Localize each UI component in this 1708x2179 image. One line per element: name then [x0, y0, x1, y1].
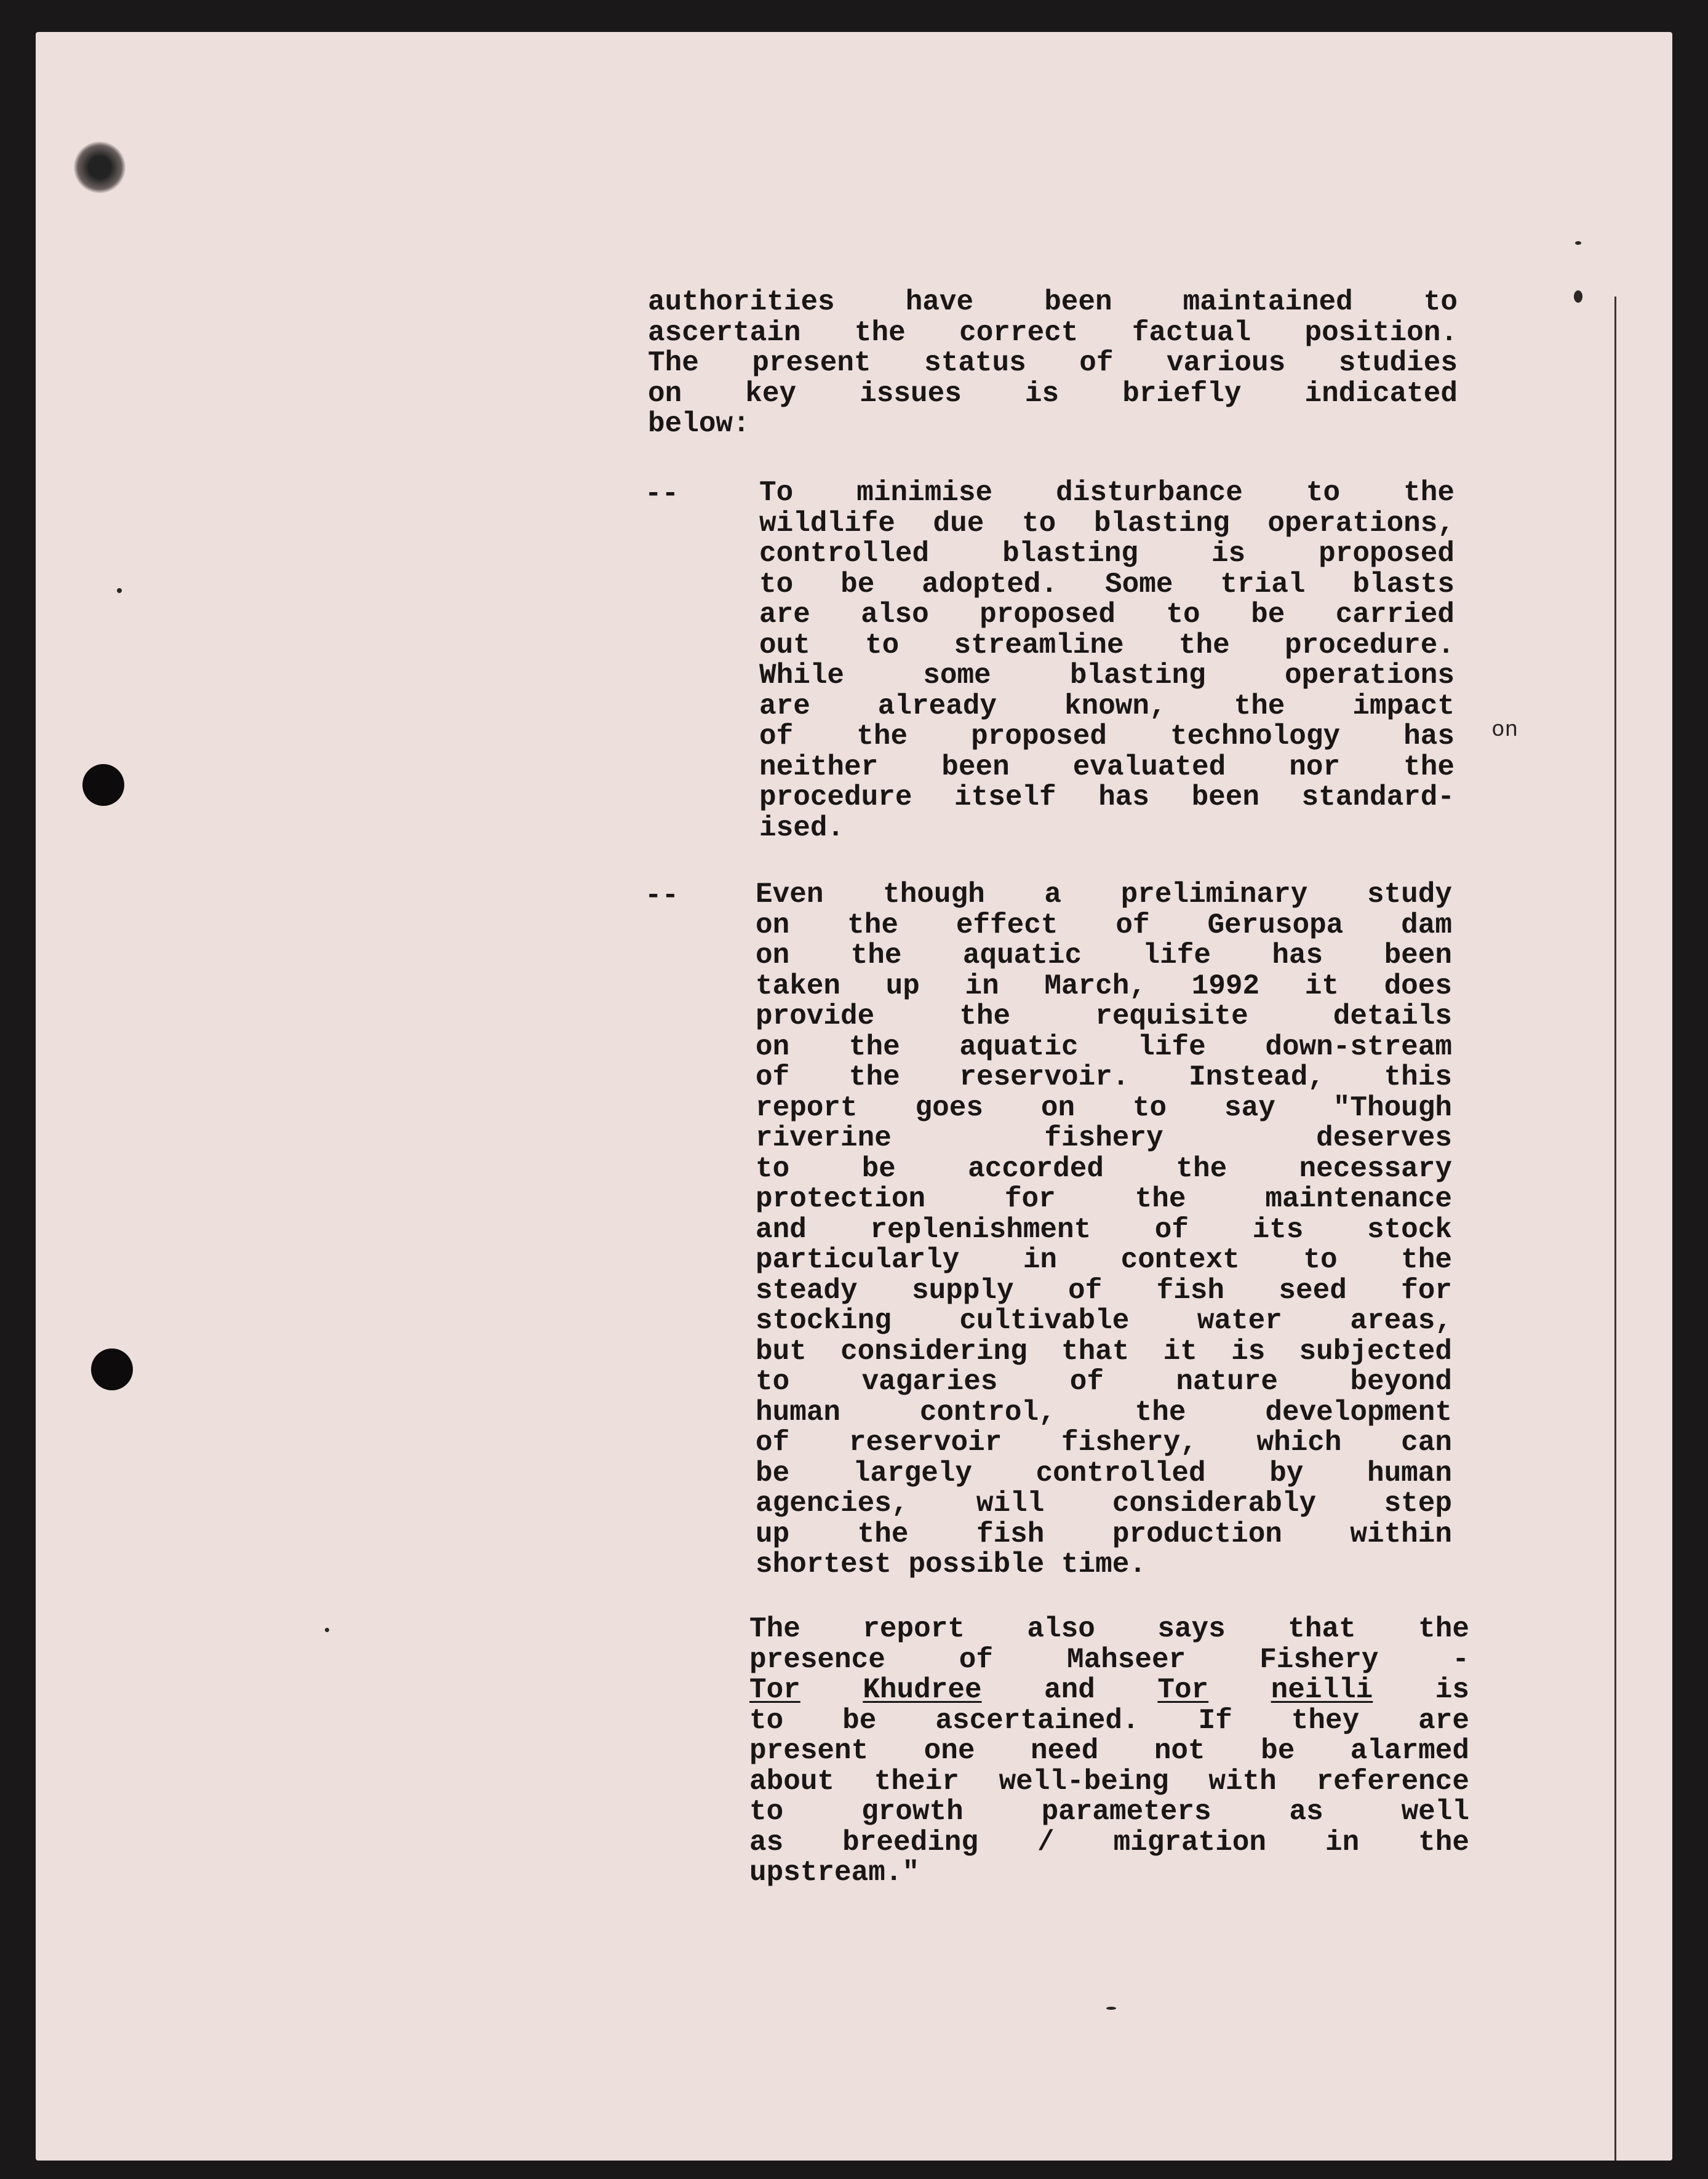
- bullet-line: controlled blasting is proposed: [759, 538, 1455, 570]
- margin-rule: [1614, 297, 1616, 2161]
- closing-line: as breeding / migration in the: [749, 1826, 1469, 1858]
- bullet-line: riverine fishery deserves: [756, 1122, 1452, 1154]
- bullet-line: particularly in context to the: [756, 1244, 1452, 1276]
- document-page: [36, 32, 1672, 2161]
- closing-line: about their well-being with reference: [749, 1765, 1469, 1798]
- scan-speck: [1575, 241, 1581, 245]
- closing-line: upstream.": [749, 1857, 920, 1889]
- bullet-line: To minimise disturbance to the: [759, 477, 1455, 509]
- intro-line: on key issues is briefly indicated: [648, 377, 1458, 410]
- species-name: Tor: [1157, 1674, 1209, 1706]
- bullet-marker: --: [645, 880, 679, 912]
- bullet-paragraph: [756, 880, 1452, 1580]
- bullet-line: human control, the development: [756, 1396, 1452, 1428]
- closing-paragraph: [749, 1614, 1469, 1889]
- bullet-line: report goes on to say "Though: [756, 1091, 1452, 1124]
- bullet-line: to vagaries of nature beyond: [756, 1366, 1452, 1398]
- bullet-line: taken up in March, 1992 it does: [756, 970, 1452, 1002]
- bullet-line: but considering that it is subjected: [756, 1335, 1452, 1368]
- species-joiner: and: [1044, 1674, 1095, 1706]
- bullet-line: to be accorded the necessary: [756, 1152, 1452, 1185]
- punch-hole-middle: [82, 764, 124, 806]
- bullet-line: neither been evaluated nor the: [759, 751, 1455, 783]
- bullet-line: stocking cultivable water areas,: [756, 1305, 1452, 1337]
- bullet-paragraph: [759, 478, 1455, 843]
- punch-hole-top: [74, 141, 126, 193]
- closing-line: present one need not be alarmed: [749, 1735, 1469, 1767]
- intro-line: ascertain the correct factual position.: [648, 316, 1458, 349]
- intro-paragraph: [648, 287, 1458, 440]
- bullet-line: shortest possible time.: [756, 1548, 1146, 1580]
- bullet-line: out to streamline the procedure.: [759, 629, 1455, 661]
- species-name: neilli: [1271, 1674, 1373, 1706]
- bullet-line: protection for the maintenance: [756, 1183, 1452, 1215]
- intro-line: authorities have been maintained to: [648, 286, 1458, 318]
- bullet-line: are also proposed to be carried: [759, 599, 1455, 631]
- margin-annotation: on: [1491, 717, 1518, 743]
- species-name: Tor: [749, 1674, 800, 1706]
- closing-line: to be ascertained. If they are: [749, 1704, 1469, 1737]
- bullet-line: procedure itself has been standard-: [759, 781, 1455, 813]
- closing-line: to growth parameters as well: [749, 1796, 1469, 1828]
- species-line: [749, 1675, 1469, 1706]
- bullet-line: on the aquatic life has been: [756, 939, 1452, 971]
- intro-line: below:: [648, 408, 750, 440]
- bullet-line: up the fish production within: [756, 1518, 1452, 1550]
- scan-speck: [1574, 290, 1582, 303]
- scan-speck: [117, 588, 122, 593]
- closing-line: presence of Mahseer Fishery -: [749, 1643, 1469, 1676]
- scan-speck: [325, 1628, 329, 1632]
- bullet-line: of the reservoir. Instead, this: [756, 1061, 1452, 1093]
- bullet-line: While some blasting operations: [759, 659, 1455, 691]
- species-tail: is: [1435, 1674, 1469, 1706]
- bullet-line: are already known, the impact: [759, 690, 1455, 722]
- bullet-line: wildlife due to blasting operations,: [759, 507, 1455, 540]
- bullet-line: provide the requisite details: [756, 1000, 1452, 1032]
- bullet-line: Even though a preliminary study: [756, 878, 1452, 910]
- bullet-marker: --: [645, 478, 679, 510]
- bullet-line: of reservoir fishery, which can: [756, 1427, 1452, 1459]
- bullet-line: agencies, will considerably step: [756, 1488, 1452, 1520]
- bullet-line: and replenishment of its stock: [756, 1213, 1452, 1246]
- bullet-line: on the effect of Gerusopa dam: [756, 909, 1452, 941]
- species-name: Khudree: [863, 1674, 982, 1706]
- closing-line: The report also says that the: [749, 1613, 1469, 1645]
- bullet-line: of the proposed technology has: [759, 720, 1455, 752]
- bullet-line: ised.: [759, 811, 845, 844]
- intro-line: The present status of various studies: [648, 347, 1458, 379]
- scan-speck: [1106, 2007, 1116, 2010]
- bullet-line: steady supply of fish seed for: [756, 1274, 1452, 1307]
- bullet-line: be largely controlled by human: [756, 1457, 1452, 1489]
- bullet-line: on the aquatic life down-stream: [756, 1030, 1452, 1063]
- bullet-line: to be adopted. Some trial blasts: [759, 568, 1455, 600]
- punch-hole-bottom: [91, 1348, 133, 1390]
